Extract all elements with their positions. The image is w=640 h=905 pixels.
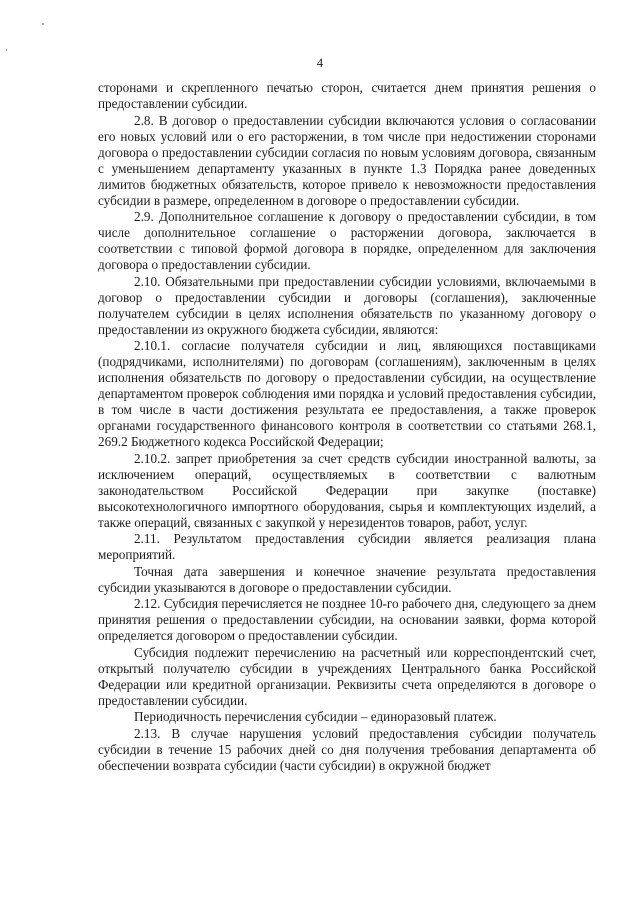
paragraph-2-10: 2.10. Обязательными при предоставлении субсидии условиями, включаемыми в договор о предоставлении субсидии и договоры (соглашения), заключенные получателем субсидии в целях исполнения обязательств по указанному договору о предоставлении из окружного бюджета субсидии, являются: bbox=[98, 273, 596, 337]
paragraph-2-8: 2.8. В договор о предоставлении субсидии включаются условия о согласовании его новых условий или о его расторжении, в том числе при недостижении сторонами договора о предоставлении субсидии согласия по новым условиям договора, связанным с уменьшением департаменту указанных в пункте 1.3 Порядка ранее доведенных лимитов бюджетных обязательств, которое привело к невозможности предоставления субсидии в размере, определенном в договоре о предоставлении субсидии. bbox=[98, 112, 596, 208]
paragraph-2-12: 2.12. Субсидия перечисляется не позднее 10-го рабочего дня, следующего за днем принятия решения о предоставлении субсидии, на основании заявки, форма которой определяется договором о предоставлении субсидии. bbox=[98, 596, 596, 643]
paragraph-periodicity: Периодичность перечисления субсидии – единоразовый платеж. bbox=[134, 709, 497, 724]
paragraph-2-11: 2.11. Результатом предоставления субсидии является реализация плана мероприятий. bbox=[98, 531, 596, 562]
paragraph-continuation: сторонами и скрепленного печатью сторон, считается днем принятия решения о предоставлении субсидии. bbox=[98, 80, 596, 111]
paragraph-account: Субсидия подлежит перечислению на расчетный или корреспондентский счет, открытый получателю субсидии в учреждениях Центрального банка Российской Федерации или кредитной организации. Реквизиты счета определяются в договоре о предоставлении субсидии. bbox=[98, 644, 596, 708]
paragraph-2-10-2: 2.10.2. запрет приобретения за счет средств субсидии иностранной валюты, за исключением операций, осуществляемых в соответствии с валютным законодательством Российской Федерации при закупке (поставке) высокотехнологичного импортного оборудования, сырья и комплектующих изделий, а также операций, связанных с закупкой у нерезидентов товаров, работ, услуг. bbox=[98, 450, 596, 530]
page-number: 4 bbox=[316, 56, 324, 70]
scan-speck bbox=[6, 49, 7, 51]
document-body bbox=[98, 80, 596, 774]
paragraph-2-10-1: 2.10.1. согласие получателя субсидии и лиц, являющихся поставщиками (подрядчиками, исполнителями) по договорам (соглашениям), заключенным в целях исполнения обязательств по договору о предоставлении субсидии, на осуществление департаментом проверок соблюдения ими порядка и условий предоставления субсидии, в том числе в части достижения результата ее предоставления, а также проверок органами государственного финансового контроля в соответствии со статьями 268.1, 269.2 Бюджетного кодекса Российской Федерации; bbox=[98, 338, 596, 449]
paragraph-2-13: 2.13. В случае нарушения условий предоставления субсидии получатель субсидии в течение 15 рабочих дней со дня получения требования департамента об обеспечении возврата субсидии (части субсидии) в окружной бюджет bbox=[98, 725, 596, 773]
paragraph-result-date: Точная дата завершения и конечное значение результата предоставления субсидии указываются в договоре о предоставлении субсидии. bbox=[98, 563, 596, 595]
scan-speck bbox=[42, 23, 44, 25]
paragraph-2-9: 2.9. Дополнительное соглашение к договору о предоставлении субсидии, в том числе дополнительное соглашение о расторжении договора, заключается в соответствии с типовой формой договора в порядке, определенном для заключения договора о предоставлении субсидии. bbox=[98, 209, 596, 272]
